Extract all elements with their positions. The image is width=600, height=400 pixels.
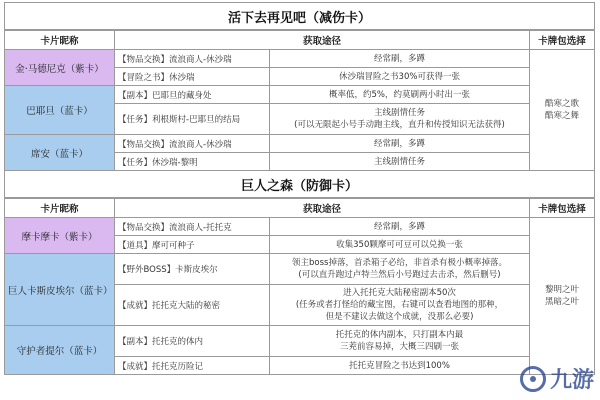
table-row xyxy=(5,135,595,153)
source-cell: 【成就】托托克大陆的秘密 xyxy=(115,285,270,326)
desc-cell xyxy=(270,254,530,285)
header-source: 获取途径 xyxy=(115,30,530,50)
source-cell: 【物品交换】流浪商人-托托克 xyxy=(115,218,270,236)
package-item: 酷寒之舞 xyxy=(545,111,580,121)
source-cell: 【冒险之书】休沙瑞 xyxy=(115,68,270,86)
table-row xyxy=(5,326,595,357)
desc-line: 但是不建议去做这个成就，没那么必要) xyxy=(325,312,474,322)
source-cell: 【副本】巴耶旦的藏身处 xyxy=(115,86,270,104)
section2-title-row xyxy=(5,171,595,199)
package-item: 酷寒之歌 xyxy=(545,99,580,109)
card-name: 摩卡摩卡（紫卡） xyxy=(5,218,115,254)
desc-cell xyxy=(270,326,530,357)
desc-cell: 概率低，约5%，约莫刷两小时出一张 xyxy=(270,86,530,104)
desc-cell: 休沙瑞冒险之书30%可获得一张 xyxy=(270,68,530,86)
desc-line: 领主boss掉落，首杀箱子必给，非首杀有极小概率掉落。 xyxy=(292,258,507,268)
table-row xyxy=(5,50,595,68)
card-name: 巴耶旦（蓝卡） xyxy=(5,86,115,135)
watermark xyxy=(520,363,594,394)
watermark-text: 九游 xyxy=(549,368,594,393)
header-card-name: 卡片昵称 xyxy=(5,198,115,218)
desc-line: 进入托托克大陆秘密副本50次 xyxy=(343,288,456,298)
desc-line: (可以直升跑过卢特兰然后小号跑过去击杀，然后删号) xyxy=(298,270,501,280)
card-guide xyxy=(4,2,594,375)
source-cell: 【野外BOSS】卡斯皮埃尔 xyxy=(115,254,270,285)
card-name: 守护者提尔（蓝卡） xyxy=(5,326,115,375)
desc-line: 三茺前容易掉，大概三四刷一张 xyxy=(339,342,459,352)
header-source: 获取途径 xyxy=(115,198,530,218)
card-name: 金·马德尼克（紫卡） xyxy=(5,50,115,86)
ninegame-logo-icon xyxy=(520,366,546,392)
desc-line: 托托克的体内副本，只打副本内最 xyxy=(335,330,464,340)
header-card-name: 卡片昵称 xyxy=(5,30,115,50)
desc-cell xyxy=(270,104,530,135)
table-row xyxy=(5,218,595,236)
section1-title: 活下去再见吧（减伤卡） xyxy=(5,3,595,31)
package-item: 黎明之叶 xyxy=(545,285,580,295)
desc-cell: 托托克冒险之书达到100% xyxy=(270,357,530,375)
source-cell: 【物品交换】流浪商人-休沙瑞 xyxy=(115,135,270,153)
desc-line: 主线剧情任务 xyxy=(373,108,425,118)
desc-cell: 收集350颗摩可可豆可以兑换一张 xyxy=(270,236,530,254)
table-row xyxy=(5,86,595,104)
source-cell: 【物品交换】流浪商人-休沙瑞 xyxy=(115,50,270,68)
card-name: 席安（蓝卡） xyxy=(5,135,115,171)
section2-title: 巨人之森（防御卡） xyxy=(5,171,595,199)
header-package: 卡牌包选择 xyxy=(530,198,595,218)
source-cell: 【任务】休沙瑞-黎明 xyxy=(115,153,270,171)
desc-cell: 经常刷，多蹲 xyxy=(270,135,530,153)
source-cell: 【副本】托托克的体内 xyxy=(115,326,270,357)
desc-line: (任务或者打怪给的藏宝图，右键可以查看地图的那种， xyxy=(295,300,504,310)
table-row xyxy=(5,254,595,285)
section1-header-row xyxy=(5,30,595,50)
source-cell: 【任务】利根斯村-巴耶旦的结局 xyxy=(115,104,270,135)
desc-cell: 主线剧情任务 xyxy=(270,153,530,171)
section1-title-row xyxy=(5,3,595,31)
package-item: 黑暗之叶 xyxy=(545,297,580,307)
source-cell: 【道具】摩可可种子 xyxy=(115,236,270,254)
guide-table xyxy=(4,2,595,375)
package-cell xyxy=(530,50,595,171)
desc-cell xyxy=(270,285,530,326)
header-package: 卡牌包选择 xyxy=(530,30,595,50)
desc-line: (可以无限起小号手动跑主线，直升和传授知识无法获得) xyxy=(294,120,505,130)
section2-header-row xyxy=(5,198,595,218)
source-cell: 【成就】托托克历险记 xyxy=(115,357,270,375)
card-name: 巨人卡斯皮埃尔（蓝卡） xyxy=(5,254,115,326)
desc-cell: 经常刷，多蹲 xyxy=(270,218,530,236)
package-cell xyxy=(530,218,595,375)
desc-cell: 经常刷，多蹲 xyxy=(270,50,530,68)
